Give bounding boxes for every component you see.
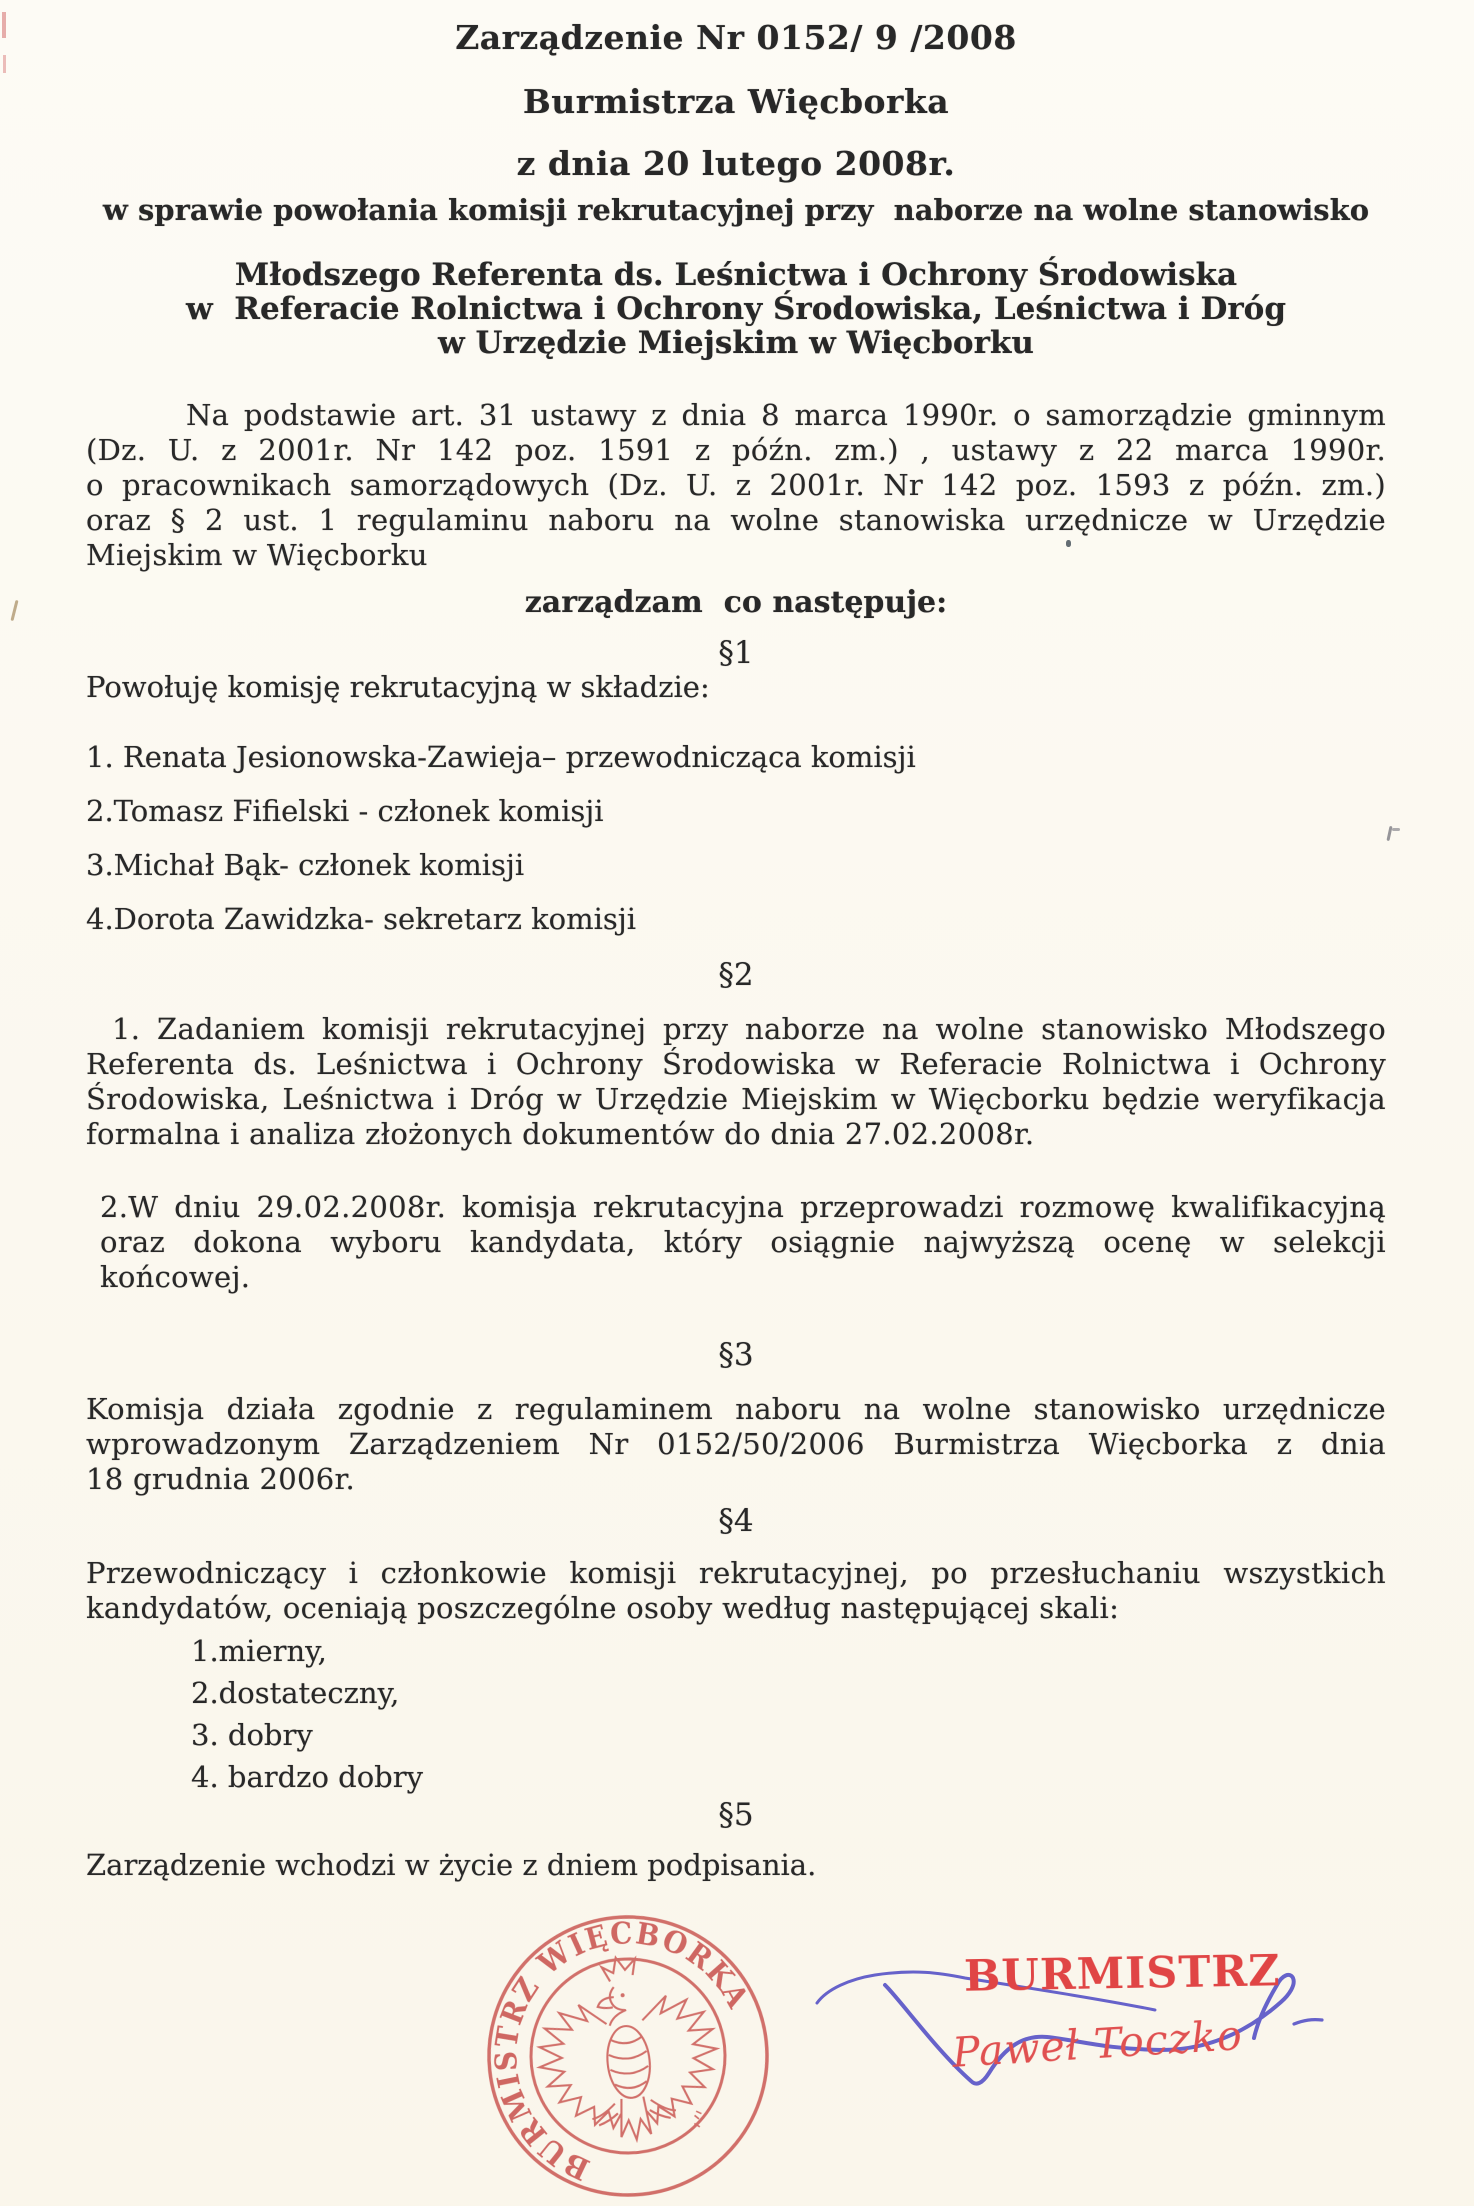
subject-line: w sprawie powołania komisji rekrutacyjnej przy naborze na wolne stanowisko xyxy=(102,193,1370,227)
rating-scale-item: 4. bardzo dobry xyxy=(191,1760,423,1794)
effective-date-clause: Zarządzenie wchodzi w życie z dniem podpisania. xyxy=(86,1848,817,1882)
position-heading-line: Młodszego Referenta ds. Leśnictwa i Ochrony Środowiska xyxy=(234,257,1238,293)
mayor-name-stamp: Paweł Toczko xyxy=(950,2011,1245,2077)
committee-member-list xyxy=(86,740,1386,937)
committee-intro: Powołuję komisję rekrutacyjną w składzie: xyxy=(86,670,710,704)
position-heading-line: w Urzędzie Miejskim w Więcborku xyxy=(438,325,1034,361)
committee-member: 3.Michał Bąk- członek komisji xyxy=(86,848,525,882)
section3-line: 18 grudnia 2006r. xyxy=(86,1462,356,1496)
legal-basis-line: Na podstawie art. 31 ustawy z dnia 8 marca 1990r. o samorządzie gminnym xyxy=(186,398,1386,432)
section2-paragraph1-line: Referenta ds. Leśnictwa i Ochrony Środowiska w Referacie Rolnictwa i Ochrony xyxy=(86,1047,1386,1081)
section3-line: wprowadzonym Zarządzeniem Nr 0152/50/2006 Burmistrza Więcborka z dnia xyxy=(86,1427,1386,1461)
scan-artifact xyxy=(1386,826,1392,841)
committee-member: 1. Renata Jesionowska-Zawieja– przewodnicząca komisji xyxy=(86,740,916,774)
position-heading-line: w Referacie Rolnictwa i Ochrony Środowiska, Leśnictwa i Dróg xyxy=(185,291,1287,327)
section2-paragraph1-line: Środowiska, Leśnictwa i Dróg w Urzędzie Miejskim w Więcborku będzie weryfikacja xyxy=(86,1082,1386,1116)
scan-artifact xyxy=(3,55,6,73)
rating-scale-item: 2.dostateczny, xyxy=(191,1676,400,1710)
committee-member: 2.Tomasz Fifielski - członek komisji xyxy=(86,794,604,828)
signature-end-dash xyxy=(1294,2020,1322,2024)
section-mark-2: §2 xyxy=(718,957,754,993)
section2-paragraph2-line: 2.W dniu 29.02.2008r. komisja rekrutacyjna przeprowadzi rozmowę kwalifikacyjną xyxy=(100,1190,1386,1224)
rating-scale-list xyxy=(86,1634,1386,1795)
rating-scale-item: 1.mierny, xyxy=(191,1634,327,1668)
section2-paragraph2-line: końcowej. xyxy=(100,1260,251,1294)
committee-member: 4.Dorota Zawidzka- sekretarz komisji xyxy=(86,902,637,936)
issuer-title: Burmistrza Więcborka xyxy=(522,82,950,121)
scan-artifact xyxy=(11,600,19,621)
section2-paragraph1-line: 1. Zadaniem komisji rekrutacyjnej przy naborze na wolne stanowisko Młodszego xyxy=(112,1012,1386,1046)
section-mark-4: §4 xyxy=(718,1503,754,1539)
scan-artifact xyxy=(1392,828,1400,831)
legal-basis-line: Miejskim w Więcborku xyxy=(86,538,428,572)
ordinance-number-title: Zarządzenie Nr 0152/ 9 /2008 xyxy=(455,18,1017,57)
section-mark-1: §1 xyxy=(718,635,754,671)
legal-basis-line: (Dz. U. z 2001r. Nr 142 poz. 1591 z późn. zm.) , ustawy z 22 marca 1990r. xyxy=(86,433,1386,467)
rating-scale-item: 3. dobry xyxy=(191,1718,313,1752)
section4-line: Przewodniczący i członkowie komisji rekrutacyjnej, po przesłuchaniu wszystkich xyxy=(86,1556,1386,1590)
stamp-ring-text: BURMISTRZ WIĘCBORKA xyxy=(488,1915,757,2187)
section-mark-3: §3 xyxy=(718,1337,754,1373)
mayor-title-stamp: BURMISTRZ xyxy=(963,1946,1281,2002)
scan-artifact xyxy=(2,12,6,38)
section3-line: Komisja działa zgodnie z regulaminem naboru na wolne stanowisko urzędnicze xyxy=(86,1392,1386,1426)
document-body xyxy=(86,0,1386,1883)
section-mark-5: §5 xyxy=(718,1797,754,1833)
ordain-clause: zarządzam co następuje: xyxy=(524,585,948,620)
ordinance-date: z dnia 20 lutego 2008r. xyxy=(516,144,956,183)
legal-basis-line: o pracownikach samorządowych (Dz. U. z 2001r. Nr 142 poz. 1593 z późn. zm.) xyxy=(86,468,1386,502)
section4-line: kandydatów, oceniają poszczególne osoby według następującej skali: xyxy=(86,1591,1120,1625)
section2-paragraph1-line: formalna i analiza złożonych dokumentów do dnia 27.02.2008r. xyxy=(86,1117,1035,1151)
legal-basis-line: oraz § 2 ust. 1 regulaminu naboru na wolne stanowiska urzędnicze w Urzędzie xyxy=(86,503,1386,537)
section2-paragraph2-line: oraz dokona wyboru kandydata, który osiągnie najwyższą ocenę w selekcji xyxy=(100,1225,1386,1259)
